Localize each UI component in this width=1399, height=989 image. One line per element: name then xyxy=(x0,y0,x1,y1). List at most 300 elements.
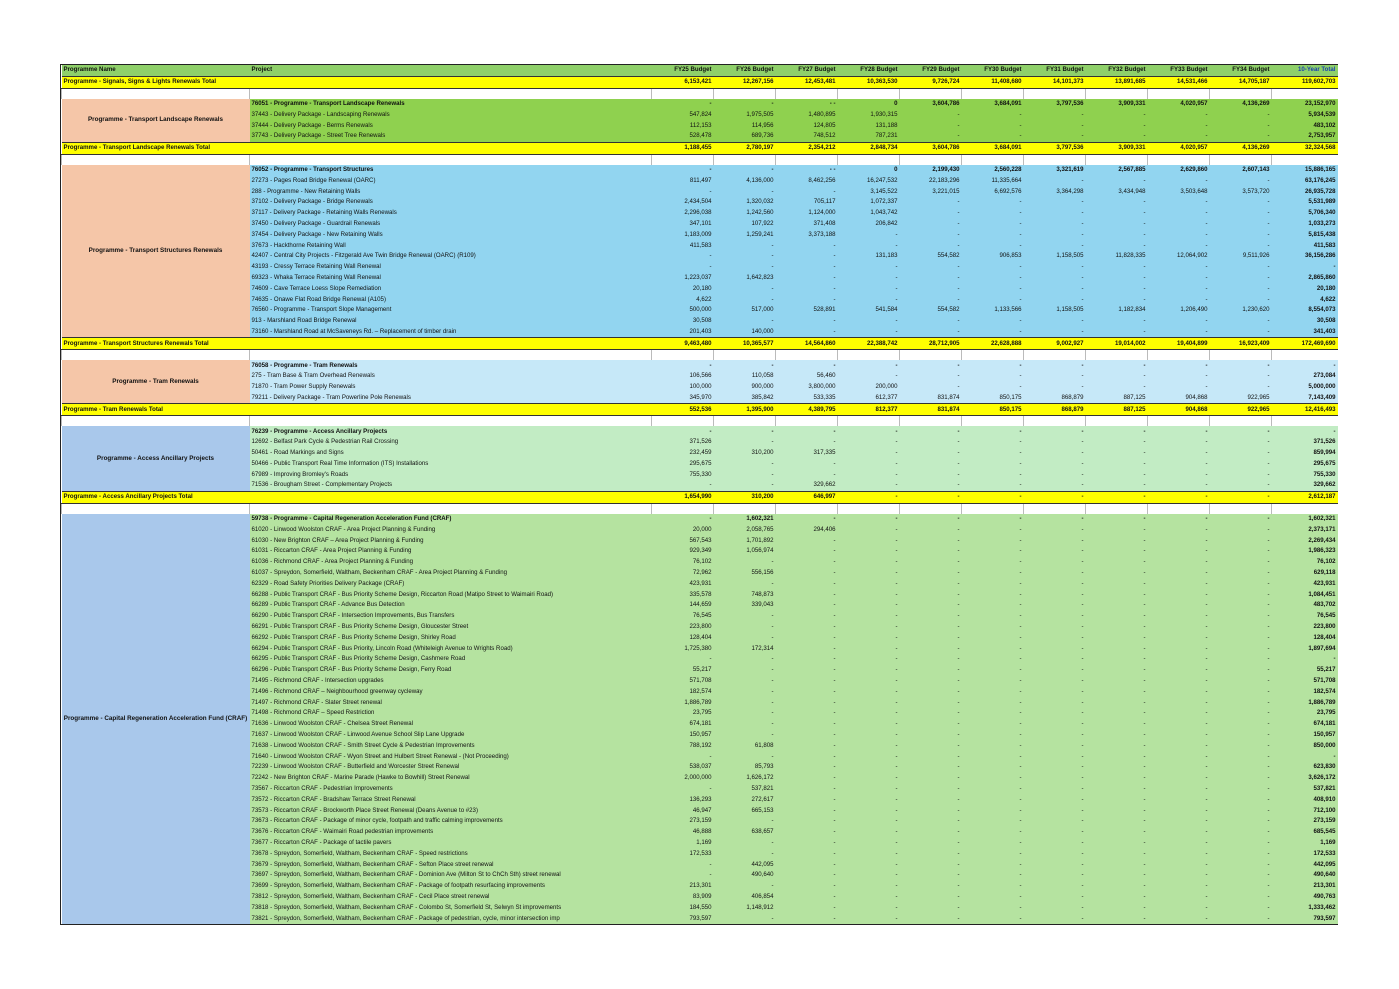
total-cell[interactable]: 2,848,734 xyxy=(838,142,900,154)
budget-cell[interactable]: 1,725,380 xyxy=(652,643,714,654)
budget-cell[interactable]: - xyxy=(1210,197,1272,208)
budget-cell[interactable]: 2,560,228 xyxy=(962,165,1024,176)
budget-cell[interactable]: - xyxy=(652,251,714,262)
budget-cell[interactable]: 1,223,037 xyxy=(652,273,714,284)
budget-cell[interactable]: - xyxy=(776,784,838,795)
programme-name-cell[interactable]: Programme - Access Ancillary Projects xyxy=(62,426,250,491)
budget-cell[interactable]: 11,335,664 xyxy=(962,175,1024,186)
budget-cell[interactable]: 755,330 xyxy=(652,469,714,480)
budget-cell[interactable]: - xyxy=(1210,902,1272,913)
budget-cell[interactable]: 131,183 xyxy=(838,251,900,262)
empty-cell[interactable] xyxy=(962,416,1024,427)
budget-cell[interactable]: 23,795 xyxy=(1272,708,1338,719)
budget-cell[interactable]: - xyxy=(838,448,900,459)
budget-cell[interactable]: - xyxy=(962,611,1024,622)
budget-cell[interactable]: - xyxy=(1024,459,1086,470)
project-cell[interactable]: 69323 - Whaka Terrace Retaining Wall Renewal xyxy=(250,273,652,284)
budget-cell[interactable]: - xyxy=(776,740,838,751)
empty-cell[interactable] xyxy=(1148,154,1210,165)
budget-cell[interactable]: 490,640 xyxy=(1272,870,1338,881)
project-cell[interactable]: 50461 - Road Markings and Signs xyxy=(250,448,652,459)
budget-cell[interactable]: - xyxy=(962,870,1024,881)
budget-cell[interactable]: - xyxy=(838,870,900,881)
col-header[interactable]: FY31 Budget xyxy=(1024,65,1086,76)
total-cell[interactable]: 3,797,536 xyxy=(1024,142,1086,154)
budget-cell[interactable]: - xyxy=(1210,751,1272,762)
budget-cell[interactable]: - xyxy=(900,805,962,816)
budget-cell[interactable]: - xyxy=(900,848,962,859)
budget-cell[interactable]: - xyxy=(962,448,1024,459)
budget-cell[interactable]: - xyxy=(962,371,1024,382)
budget-cell[interactable]: - xyxy=(962,892,1024,903)
budget-cell[interactable]: - xyxy=(838,611,900,622)
budget-cell[interactable]: - xyxy=(962,480,1024,491)
budget-cell[interactable]: - xyxy=(1210,535,1272,546)
budget-cell[interactable]: 76,545 xyxy=(652,611,714,622)
budget-cell[interactable]: 295,675 xyxy=(652,459,714,470)
budget-cell[interactable]: - xyxy=(838,360,900,371)
budget-cell[interactable]: - xyxy=(900,589,962,600)
budget-cell[interactable]: - xyxy=(1210,294,1272,305)
budget-cell[interactable]: - xyxy=(1210,273,1272,284)
budget-cell[interactable]: - xyxy=(652,654,714,665)
budget-cell[interactable]: - xyxy=(900,360,962,371)
empty-cell[interactable] xyxy=(1272,350,1338,361)
budget-cell[interactable]: - xyxy=(900,632,962,643)
programme-name-cell[interactable]: Programme - Capital Regeneration Acceleration Fund (CRAF) xyxy=(62,514,250,924)
budget-cell[interactable]: 213,301 xyxy=(1272,881,1338,892)
budget-cell[interactable]: - xyxy=(962,719,1024,730)
total-cell[interactable]: 4,389,795 xyxy=(776,404,838,416)
budget-cell[interactable]: - xyxy=(838,622,900,633)
budget-cell[interactable]: 1,259,241 xyxy=(714,229,776,240)
total-cell[interactable]: 10,365,577 xyxy=(714,338,776,350)
budget-cell[interactable]: 5,000,000 xyxy=(1272,382,1338,393)
programme-name-cell[interactable]: Programme - Tram Renewals xyxy=(62,360,250,404)
budget-cell[interactable]: - xyxy=(962,131,1024,142)
budget-cell[interactable]: - xyxy=(776,600,838,611)
empty-cell[interactable] xyxy=(1086,88,1148,99)
budget-cell[interactable]: - xyxy=(962,437,1024,448)
budget-cell[interactable]: - xyxy=(1210,600,1272,611)
project-cell[interactable]: 61020 - Linwood Woolston CRAF - Area Project Planning & Funding xyxy=(250,524,652,535)
empty-cell[interactable] xyxy=(62,503,250,514)
empty-cell[interactable] xyxy=(838,416,900,427)
project-cell[interactable]: 37102 - Delivery Package - Bridge Renewals xyxy=(250,197,652,208)
budget-cell[interactable]: - xyxy=(1086,773,1148,784)
budget-cell[interactable]: - xyxy=(1210,870,1272,881)
programme-name-cell[interactable]: Programme - Transport Structures Renewals xyxy=(62,165,250,338)
budget-cell[interactable]: - xyxy=(900,859,962,870)
project-cell[interactable]: 79211 - Delivery Package - Tram Powerline Pole Renewals xyxy=(250,393,652,404)
budget-cell[interactable]: - xyxy=(1086,175,1148,186)
budget-cell[interactable]: - xyxy=(900,708,962,719)
budget-cell[interactable]: 929,349 xyxy=(652,546,714,557)
budget-cell[interactable]: 23,795 xyxy=(652,708,714,719)
budget-cell[interactable]: - xyxy=(962,514,1024,525)
budget-cell[interactable]: 1,056,974 xyxy=(714,546,776,557)
budget-cell[interactable]: - xyxy=(1148,697,1210,708)
budget-cell[interactable]: - xyxy=(1024,469,1086,480)
budget-cell[interactable]: - xyxy=(900,611,962,622)
project-cell[interactable]: 73678 - Spreydon, Somerfield, Waltham, Beckenham CRAF - Speed restrictions xyxy=(250,848,652,859)
budget-cell[interactable]: 30,508 xyxy=(1272,316,1338,327)
budget-cell[interactable]: - xyxy=(1024,360,1086,371)
budget-cell[interactable]: - xyxy=(1086,382,1148,393)
budget-cell[interactable]: - xyxy=(1148,524,1210,535)
total-label[interactable]: Programme - Transport Landscape Renewals Total xyxy=(62,142,652,154)
budget-cell[interactable]: - xyxy=(962,902,1024,913)
budget-cell[interactable]: - xyxy=(838,708,900,719)
budget-cell[interactable]: - xyxy=(714,816,776,827)
empty-cell[interactable] xyxy=(250,416,652,427)
total-cell[interactable]: 3,909,331 xyxy=(1086,142,1148,154)
budget-cell[interactable]: - xyxy=(838,697,900,708)
budget-cell[interactable]: - xyxy=(776,708,838,719)
total-label[interactable]: Programme - Transport Structures Renewals Total xyxy=(62,338,652,350)
budget-cell[interactable]: - xyxy=(1148,568,1210,579)
budget-cell[interactable]: - xyxy=(1148,730,1210,741)
project-cell[interactable]: 71637 - Linwood Woolston CRAF - Linwood Avenue School Slip Lane Upgrade xyxy=(250,730,652,741)
budget-cell[interactable]: 793,597 xyxy=(1272,913,1338,924)
total-cell[interactable]: 2,612,187 xyxy=(1272,491,1338,503)
budget-cell[interactable]: - xyxy=(900,546,962,557)
project-cell[interactable]: 12692 - Belfast Park Cycle & Pedestrian Rail Crossing xyxy=(250,437,652,448)
budget-cell[interactable]: 0 xyxy=(838,165,900,176)
total-cell[interactable]: 887,125 xyxy=(1086,404,1148,416)
total-cell[interactable]: 12,416,493 xyxy=(1272,404,1338,416)
budget-cell[interactable]: - xyxy=(776,360,838,371)
budget-cell[interactable]: - xyxy=(1086,514,1148,525)
budget-cell[interactable]: - xyxy=(1086,838,1148,849)
empty-cell[interactable] xyxy=(1210,88,1272,99)
total-cell[interactable]: 9,002,927 xyxy=(1024,338,1086,350)
budget-cell[interactable]: - xyxy=(1024,437,1086,448)
budget-cell[interactable]: 172,314 xyxy=(714,643,776,654)
budget-cell[interactable]: 76,545 xyxy=(1272,611,1338,622)
budget-cell[interactable]: - xyxy=(1086,283,1148,294)
budget-cell[interactable]: 906,853 xyxy=(962,251,1024,262)
project-cell[interactable]: 73818 - Spreydon, Somerfield, Waltham, Beckenham CRAF - Colombo St, Somerfield St, Selwyn St improvements xyxy=(250,902,652,913)
budget-cell[interactable]: 131,188 xyxy=(838,120,900,131)
budget-cell[interactable]: - xyxy=(1148,600,1210,611)
budget-cell[interactable]: - xyxy=(1210,514,1272,525)
budget-cell[interactable]: - xyxy=(900,902,962,913)
total-cell[interactable]: 310,200 xyxy=(714,491,776,503)
empty-cell[interactable] xyxy=(838,88,900,99)
budget-cell[interactable]: - xyxy=(1024,913,1086,924)
budget-cell[interactable]: 110,058 xyxy=(714,371,776,382)
budget-cell[interactable]: - xyxy=(776,794,838,805)
budget-cell[interactable]: - xyxy=(838,676,900,687)
budget-cell[interactable]: - xyxy=(1148,437,1210,448)
budget-cell[interactable]: - xyxy=(714,881,776,892)
budget-cell[interactable]: - xyxy=(900,762,962,773)
budget-cell[interactable]: 1,897,694 xyxy=(1272,643,1338,654)
budget-cell[interactable]: - xyxy=(1086,371,1148,382)
budget-cell[interactable]: - xyxy=(900,382,962,393)
project-cell[interactable]: 71638 - Linwood Woolston CRAF - Smith Street Cycle & Pedestrian Improvements xyxy=(250,740,652,751)
total-cell[interactable]: - xyxy=(1148,491,1210,503)
empty-cell[interactable] xyxy=(1272,503,1338,514)
empty-cell[interactable] xyxy=(250,350,652,361)
budget-cell[interactable]: - xyxy=(838,437,900,448)
empty-cell[interactable] xyxy=(1272,416,1338,427)
budget-cell[interactable]: - xyxy=(1024,740,1086,751)
budget-cell[interactable]: 793,597 xyxy=(652,913,714,924)
empty-cell[interactable] xyxy=(1024,416,1086,427)
budget-cell[interactable]: 1,072,337 xyxy=(838,197,900,208)
budget-cell[interactable]: - xyxy=(838,469,900,480)
budget-cell[interactable]: - xyxy=(900,514,962,525)
budget-cell[interactable]: - xyxy=(1210,316,1272,327)
budget-cell[interactable]: 3,221,015 xyxy=(900,186,962,197)
budget-cell[interactable]: 3,321,619 xyxy=(1024,165,1086,176)
total-cell[interactable]: 850,175 xyxy=(962,404,1024,416)
project-cell[interactable]: 66288 - Public Transport CRAF - Bus Priority Scheme Design, Riccarton Road (Matipo Street to Waimairi Road) xyxy=(250,589,652,600)
budget-cell[interactable]: - xyxy=(838,578,900,589)
budget-cell[interactable]: 7,143,409 xyxy=(1272,393,1338,404)
budget-cell[interactable]: 408,910 xyxy=(1272,794,1338,805)
budget-cell[interactable]: - xyxy=(652,262,714,273)
budget-cell[interactable]: - xyxy=(1148,632,1210,643)
budget-cell[interactable]: - xyxy=(1210,805,1272,816)
budget-cell[interactable]: - xyxy=(714,165,776,176)
budget-cell[interactable]: - xyxy=(776,632,838,643)
budget-cell[interactable]: 206,842 xyxy=(838,219,900,230)
budget-cell[interactable]: - xyxy=(776,697,838,708)
budget-cell[interactable]: - xyxy=(1024,557,1086,568)
budget-cell[interactable]: - xyxy=(714,99,776,110)
budget-cell[interactable]: - xyxy=(1024,589,1086,600)
budget-cell[interactable]: 483,702 xyxy=(1272,600,1338,611)
budget-cell[interactable]: - xyxy=(1024,578,1086,589)
project-cell[interactable]: 73812 - Spreydon, Somerfield, Waltham, Beckenham CRAF - Cecil Place street renewal xyxy=(250,892,652,903)
total-cell[interactable]: 119,602,703 xyxy=(1272,76,1338,88)
budget-cell[interactable]: 689,736 xyxy=(714,131,776,142)
empty-cell[interactable] xyxy=(838,350,900,361)
budget-cell[interactable]: - xyxy=(1086,197,1148,208)
budget-cell[interactable]: 1,043,742 xyxy=(838,208,900,219)
total-cell[interactable]: 2,354,212 xyxy=(776,142,838,154)
budget-cell[interactable]: - xyxy=(838,514,900,525)
budget-cell[interactable]: - xyxy=(962,360,1024,371)
budget-cell[interactable]: 223,800 xyxy=(1272,622,1338,633)
budget-cell[interactable]: - xyxy=(1148,708,1210,719)
budget-cell[interactable]: - xyxy=(838,643,900,654)
budget-cell[interactable]: - xyxy=(1024,902,1086,913)
budget-cell[interactable]: - xyxy=(962,219,1024,230)
budget-cell[interactable]: 76,102 xyxy=(1272,557,1338,568)
budget-cell[interactable]: - xyxy=(1024,773,1086,784)
budget-cell[interactable]: - xyxy=(1210,719,1272,730)
budget-cell[interactable]: 2,607,143 xyxy=(1210,165,1272,176)
budget-cell[interactable]: - xyxy=(1024,131,1086,142)
project-cell[interactable]: 76051 - Programme - Transport Landscape Renewals xyxy=(250,99,652,110)
budget-cell[interactable]: - xyxy=(838,273,900,284)
budget-cell[interactable]: - xyxy=(714,838,776,849)
budget-cell[interactable]: 76,102 xyxy=(652,557,714,568)
budget-cell[interactable]: - xyxy=(962,120,1024,131)
budget-cell[interactable]: - xyxy=(838,524,900,535)
budget-cell[interactable]: 3,684,091 xyxy=(962,99,1024,110)
empty-cell[interactable] xyxy=(1086,154,1148,165)
budget-cell[interactable]: - xyxy=(1024,568,1086,579)
budget-cell[interactable]: - xyxy=(900,535,962,546)
budget-cell[interactable]: - xyxy=(776,469,838,480)
total-cell[interactable]: 646,997 xyxy=(776,491,838,503)
budget-cell[interactable]: - xyxy=(1210,131,1272,142)
budget-cell[interactable]: 0 xyxy=(838,99,900,110)
project-cell[interactable]: 73573 - Riccarton CRAF - Brockworth Place Street Renewal (Deans Avenue to #23) xyxy=(250,805,652,816)
budget-cell[interactable]: - xyxy=(1086,448,1148,459)
budget-cell[interactable]: 612,377 xyxy=(838,393,900,404)
budget-cell[interactable]: 150,957 xyxy=(1272,730,1338,741)
budget-cell[interactable]: - xyxy=(838,913,900,924)
budget-cell[interactable]: - xyxy=(1210,524,1272,535)
budget-cell[interactable]: - xyxy=(1086,913,1148,924)
budget-cell[interactable]: - xyxy=(838,426,900,437)
budget-cell[interactable]: - xyxy=(962,469,1024,480)
project-cell[interactable]: 37117 - Delivery Package - Retaining Walls Renewals xyxy=(250,208,652,219)
budget-cell[interactable]: 483,102 xyxy=(1272,120,1338,131)
budget-cell[interactable]: - xyxy=(900,557,962,568)
empty-cell[interactable] xyxy=(900,416,962,427)
budget-cell[interactable]: - xyxy=(900,913,962,924)
budget-cell[interactable]: 528,891 xyxy=(776,305,838,316)
budget-cell[interactable]: 106,566 xyxy=(652,371,714,382)
project-cell[interactable]: 73697 - Spreydon, Somerfield, Waltham, Beckenham CRAF - Dominion Ave (Milton St to ChCh Sth) street renewal xyxy=(250,870,652,881)
col-header[interactable]: FY33 Budget xyxy=(1148,65,1210,76)
budget-cell[interactable]: - xyxy=(1148,229,1210,240)
budget-cell[interactable]: - xyxy=(1024,426,1086,437)
budget-cell[interactable]: 371,408 xyxy=(776,219,838,230)
budget-cell[interactable]: - xyxy=(1086,480,1148,491)
budget-cell[interactable]: - xyxy=(838,654,900,665)
budget-cell[interactable]: - xyxy=(1148,622,1210,633)
project-cell[interactable]: 37444 - Delivery Package - Berms Renewals xyxy=(250,120,652,131)
empty-cell[interactable] xyxy=(250,154,652,165)
budget-cell[interactable]: - xyxy=(962,524,1024,535)
total-cell[interactable]: 10,363,530 xyxy=(838,76,900,88)
project-cell[interactable]: 74635 - Onawe Flat Road Bridge Renewal (A105) xyxy=(250,294,652,305)
total-cell[interactable]: - xyxy=(962,491,1024,503)
budget-cell[interactable]: 547,824 xyxy=(652,109,714,120)
budget-cell[interactable]: 2,058,765 xyxy=(714,524,776,535)
budget-cell[interactable]: - xyxy=(838,827,900,838)
budget-cell[interactable]: 1,602,321 xyxy=(1272,514,1338,525)
budget-cell[interactable]: - xyxy=(900,469,962,480)
budget-cell[interactable]: 868,879 xyxy=(1024,393,1086,404)
total-cell[interactable]: 1,188,455 xyxy=(652,142,714,154)
budget-cell[interactable]: - xyxy=(838,294,900,305)
budget-cell[interactable]: 490,640 xyxy=(714,870,776,881)
budget-cell[interactable]: - xyxy=(962,229,1024,240)
budget-cell[interactable]: - xyxy=(1148,859,1210,870)
budget-cell[interactable]: - xyxy=(962,654,1024,665)
budget-cell[interactable]: 638,657 xyxy=(714,827,776,838)
empty-cell[interactable] xyxy=(1148,503,1210,514)
budget-cell[interactable]: - xyxy=(962,622,1024,633)
budget-cell[interactable]: - xyxy=(1086,360,1148,371)
project-cell[interactable]: 76560 - Programme - Transport Slope Management xyxy=(250,305,652,316)
total-cell[interactable]: 3,684,091 xyxy=(962,142,1024,154)
budget-cell[interactable]: - xyxy=(1210,632,1272,643)
total-cell[interactable]: 14,705,187 xyxy=(1210,76,1272,88)
budget-cell[interactable]: - xyxy=(962,751,1024,762)
budget-cell[interactable]: - xyxy=(776,881,838,892)
budget-cell[interactable]: - xyxy=(900,262,962,273)
budget-cell[interactable]: 1,033,273 xyxy=(1272,219,1338,230)
budget-cell[interactable]: - xyxy=(962,762,1024,773)
empty-cell[interactable] xyxy=(652,503,714,514)
budget-cell[interactable]: - xyxy=(962,262,1024,273)
budget-cell[interactable]: - xyxy=(776,535,838,546)
budget-cell[interactable]: - xyxy=(1086,262,1148,273)
budget-cell[interactable]: - xyxy=(900,881,962,892)
budget-cell[interactable]: 172,533 xyxy=(652,848,714,859)
total-cell[interactable]: 32,324,568 xyxy=(1272,142,1338,154)
budget-cell[interactable]: - xyxy=(714,251,776,262)
budget-cell[interactable]: 629,118 xyxy=(1272,568,1338,579)
col-header[interactable]: Programme Name xyxy=(62,65,250,76)
budget-cell[interactable]: - xyxy=(1148,881,1210,892)
empty-cell[interactable] xyxy=(776,503,838,514)
budget-cell[interactable]: - xyxy=(1148,773,1210,784)
budget-cell[interactable]: - xyxy=(1210,480,1272,491)
project-cell[interactable]: 76052 - Programme - Transport Structures xyxy=(250,165,652,176)
budget-cell[interactable]: - xyxy=(1086,578,1148,589)
budget-cell[interactable]: - xyxy=(776,611,838,622)
budget-cell[interactable]: 1,206,490 xyxy=(1148,305,1210,316)
project-cell[interactable]: 71536 - Brougham Street - Complementary Projects xyxy=(250,480,652,491)
budget-cell[interactable]: - xyxy=(962,316,1024,327)
budget-cell[interactable]: - xyxy=(900,316,962,327)
budget-cell[interactable]: - xyxy=(1086,816,1148,827)
budget-cell[interactable]: - xyxy=(776,643,838,654)
project-cell[interactable]: 288 - Programme - New Retaining Walls xyxy=(250,186,652,197)
budget-cell[interactable]: - xyxy=(962,784,1024,795)
total-cell[interactable]: - xyxy=(900,491,962,503)
budget-cell[interactable]: - xyxy=(962,294,1024,305)
total-cell[interactable]: 19,014,002 xyxy=(1086,338,1148,350)
budget-cell[interactable]: - xyxy=(900,448,962,459)
budget-cell[interactable]: - xyxy=(776,622,838,633)
budget-cell[interactable]: - xyxy=(1024,859,1086,870)
budget-cell[interactable]: - xyxy=(1024,240,1086,251)
budget-cell[interactable]: - xyxy=(776,805,838,816)
budget-cell[interactable]: - xyxy=(1210,643,1272,654)
total-cell[interactable]: 14,101,373 xyxy=(1024,76,1086,88)
budget-cell[interactable]: - xyxy=(1148,371,1210,382)
budget-cell[interactable]: - xyxy=(900,740,962,751)
budget-cell[interactable]: - xyxy=(1086,848,1148,859)
budget-cell[interactable]: - xyxy=(1024,535,1086,546)
budget-cell[interactable]: 748,873 xyxy=(714,589,776,600)
budget-cell[interactable]: - xyxy=(1024,229,1086,240)
budget-cell[interactable]: - xyxy=(652,186,714,197)
budget-cell[interactable]: - xyxy=(962,665,1024,676)
budget-cell[interactable]: 128,404 xyxy=(1272,632,1338,643)
budget-cell[interactable]: - xyxy=(776,546,838,557)
budget-cell[interactable]: - xyxy=(1086,459,1148,470)
budget-cell[interactable]: - xyxy=(776,848,838,859)
budget-cell[interactable]: 16,247,532 xyxy=(838,175,900,186)
budget-cell[interactable]: - xyxy=(900,578,962,589)
project-cell[interactable]: 66292 - Public Transport CRAF - Bus Priority Scheme Design, Shirley Road xyxy=(250,632,652,643)
budget-cell[interactable]: - xyxy=(776,902,838,913)
budget-cell[interactable]: 1,480,895 xyxy=(776,109,838,120)
